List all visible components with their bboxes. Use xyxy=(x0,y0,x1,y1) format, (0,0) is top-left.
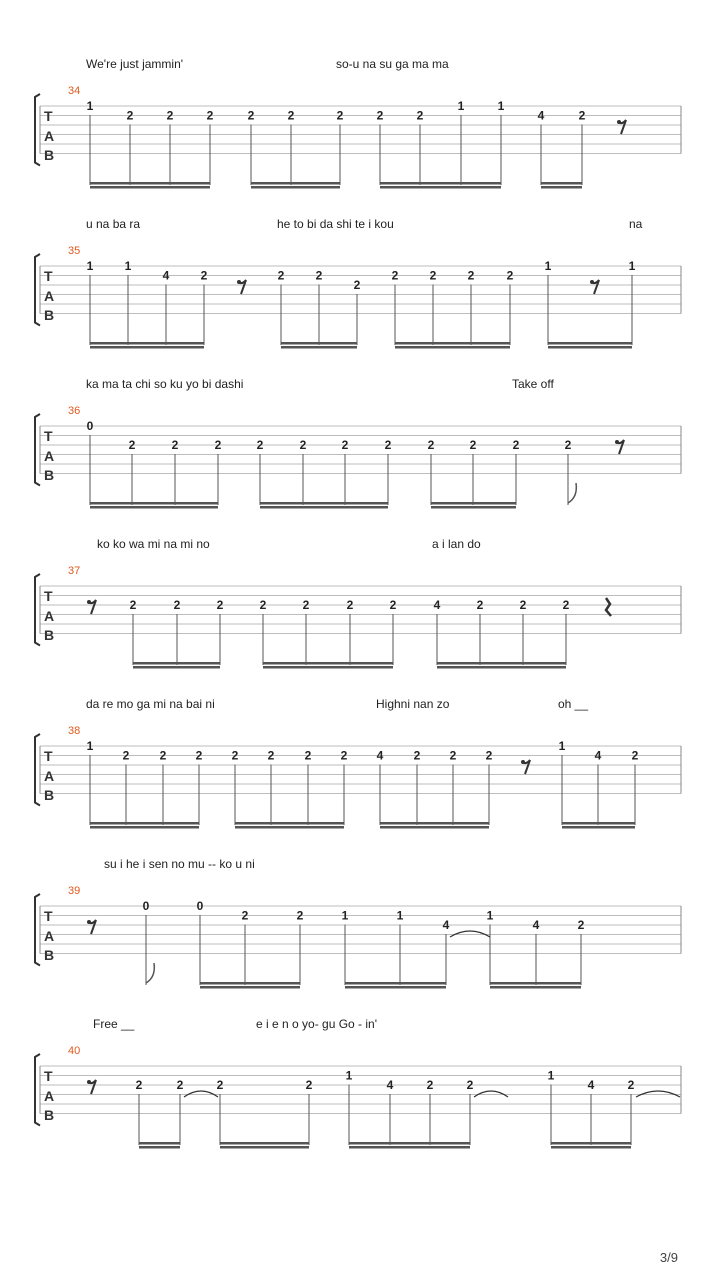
beam xyxy=(90,826,199,829)
tab-letter-b: B xyxy=(44,947,55,963)
measure-number: 40 xyxy=(68,1045,81,1057)
fret-number: 2 xyxy=(216,1078,224,1092)
fret-number: 2 xyxy=(467,268,475,283)
fret-number: 2 xyxy=(256,438,264,452)
tab-letter-b: B xyxy=(44,787,55,803)
beam xyxy=(139,1146,180,1149)
measure-number: 39 xyxy=(68,885,81,897)
beam xyxy=(263,666,393,669)
fret-number: 4 xyxy=(162,268,170,283)
lyric-35-c: na xyxy=(629,217,643,231)
fret-number: 4 xyxy=(594,748,602,763)
beam xyxy=(548,342,632,345)
beam xyxy=(251,186,340,189)
fret-number: 2 xyxy=(389,598,397,612)
beam xyxy=(395,346,510,349)
tab-letter-a: A xyxy=(44,928,55,944)
fret-number: 2 xyxy=(176,1078,184,1092)
fret-number: 2 xyxy=(171,438,179,452)
beam xyxy=(380,822,489,825)
fret-number: 4 xyxy=(376,748,384,763)
measure-number: 38 xyxy=(68,725,81,737)
beam xyxy=(490,986,581,989)
beam xyxy=(90,822,199,825)
beam xyxy=(490,982,581,985)
fret-number: 2 xyxy=(631,748,639,763)
fret-number: 2 xyxy=(195,748,203,763)
lyric-38-c: oh __ xyxy=(558,697,589,711)
tab-letter-a: A xyxy=(44,1088,55,1104)
fret-number: 1 xyxy=(341,908,349,923)
beam xyxy=(281,346,357,349)
beam xyxy=(380,186,501,189)
tab-letter-b: B xyxy=(44,147,55,163)
beam xyxy=(345,986,446,989)
fret-number: 4 xyxy=(532,918,540,932)
beam xyxy=(90,182,210,185)
fret-number: 2 xyxy=(476,598,484,612)
fret-number: 2 xyxy=(336,108,344,123)
fret-number: 0 xyxy=(86,419,94,433)
beam xyxy=(562,822,635,825)
beam xyxy=(345,982,446,985)
fret-number: 2 xyxy=(159,748,167,763)
fret-number: 2 xyxy=(506,268,514,283)
fret-number: 2 xyxy=(216,598,224,612)
beam xyxy=(235,822,344,825)
fret-number: 1 xyxy=(457,99,465,113)
tab-letter-t: T xyxy=(44,1068,53,1084)
fret-number: 2 xyxy=(391,268,399,283)
fret-number: 2 xyxy=(384,438,392,452)
fret-number: 0 xyxy=(196,899,204,913)
beam xyxy=(395,342,510,345)
measure-number: 34 xyxy=(68,85,81,97)
lyric-35-b: he to bi da shi te i kou xyxy=(277,217,394,231)
fret-number: 2 xyxy=(627,1078,635,1092)
fret-number: 2 xyxy=(426,1078,434,1092)
beam xyxy=(349,1142,470,1145)
fret-number: 4 xyxy=(537,108,545,123)
tab-letter-t: T xyxy=(44,108,53,124)
fret-number: 1 xyxy=(486,908,494,923)
note-flag xyxy=(146,963,154,983)
beam xyxy=(437,666,566,669)
fret-number: 2 xyxy=(485,748,493,763)
measure-number: 35 xyxy=(68,245,81,257)
beam xyxy=(133,666,220,669)
fret-number: 2 xyxy=(577,918,585,932)
system-bracket xyxy=(35,894,40,966)
beam xyxy=(431,502,516,505)
lyric-34-a: We're just jammin' xyxy=(86,57,184,71)
fret-number: 0 xyxy=(142,899,150,913)
beam xyxy=(220,1142,309,1145)
beam xyxy=(220,1146,309,1149)
beam xyxy=(200,986,300,989)
rest-dot xyxy=(521,760,525,764)
fret-number: 2 xyxy=(135,1078,143,1092)
rest-dot xyxy=(617,120,621,124)
fret-number: 2 xyxy=(241,908,249,923)
fret-number: 2 xyxy=(315,268,323,283)
fret-number: 2 xyxy=(129,598,137,612)
fret-number: 2 xyxy=(469,438,477,452)
fret-number: 2 xyxy=(346,598,354,612)
fret-number: 1 xyxy=(86,739,94,753)
lyric-38-b: Highni nan zo xyxy=(376,697,450,711)
measure-number: 37 xyxy=(68,565,81,577)
fret-number: 4 xyxy=(587,1078,595,1092)
tab-letter-t: T xyxy=(44,748,53,764)
fret-number: 2 xyxy=(562,598,570,612)
fret-number: 2 xyxy=(302,598,310,612)
fret-number: 1 xyxy=(547,1068,555,1083)
lyric-34-b: so-u na su ga ma ma xyxy=(336,57,449,71)
fret-number: 2 xyxy=(564,438,572,452)
fret-number: 4 xyxy=(386,1078,394,1092)
system-bracket xyxy=(35,414,40,486)
lyric-35-a: u na ba ra xyxy=(86,217,141,231)
rest-dot xyxy=(615,440,619,444)
beam xyxy=(90,342,204,345)
tab-letter-b: B xyxy=(44,307,55,323)
fret-number: 2 xyxy=(340,748,348,763)
beam xyxy=(90,506,218,509)
fret-number: 2 xyxy=(304,748,312,763)
fret-number: 2 xyxy=(376,108,384,123)
fret-number: 2 xyxy=(173,598,181,612)
beam xyxy=(260,506,388,509)
tab-letter-t: T xyxy=(44,588,53,604)
lyric-36-a: ka ma ta chi so ku yo bi dashi xyxy=(86,377,244,391)
fret-number: 2 xyxy=(231,748,239,763)
fret-number: 2 xyxy=(416,108,424,123)
fret-number: 2 xyxy=(305,1078,313,1092)
beam xyxy=(281,342,357,345)
fret-number: 2 xyxy=(259,598,267,612)
fret-number: 1 xyxy=(86,259,94,273)
tab-letter-a: A xyxy=(44,448,55,464)
fret-number: 2 xyxy=(429,268,437,283)
fret-number: 1 xyxy=(124,259,132,273)
rest-dot xyxy=(237,280,241,284)
tab-letter-b: B xyxy=(44,1107,55,1123)
beam xyxy=(380,826,489,829)
note-flag xyxy=(568,483,576,503)
fret-number: 4 xyxy=(442,918,450,932)
fret-number: 2 xyxy=(126,108,134,123)
tab-letter-t: T xyxy=(44,908,53,924)
fret-number: 2 xyxy=(341,438,349,452)
tab-letter-b: B xyxy=(44,627,55,643)
system-bracket xyxy=(35,254,40,326)
lyric-37-a: ko ko wa mi na mi no xyxy=(97,537,210,551)
beam xyxy=(541,186,582,189)
beam xyxy=(90,186,210,189)
fret-number: 1 xyxy=(86,99,94,113)
fret-number: 2 xyxy=(166,108,174,123)
fret-number: 1 xyxy=(345,1068,353,1083)
fret-number: 4 xyxy=(433,598,441,612)
fret-number: 2 xyxy=(287,108,295,123)
fret-number: 2 xyxy=(299,438,307,452)
fret-number: 1 xyxy=(558,739,566,753)
tab-letter-a: A xyxy=(44,128,55,144)
fret-number: 2 xyxy=(512,438,520,452)
system-bracket xyxy=(35,1054,40,1126)
fret-number: 2 xyxy=(206,108,214,123)
fret-number: 1 xyxy=(628,259,636,273)
tab-letter-a: A xyxy=(44,288,55,304)
beam xyxy=(263,662,393,665)
lyric-39-a: su i he i sen no mu -- ko u ni xyxy=(104,857,255,871)
fret-number: 2 xyxy=(214,438,222,452)
beam xyxy=(260,502,388,505)
fret-number: 1 xyxy=(497,99,505,113)
lyric-36-b: Take off xyxy=(512,377,554,391)
system-bracket xyxy=(35,734,40,806)
tab-letter-a: A xyxy=(44,608,55,624)
beam xyxy=(349,1146,470,1149)
fret-number: 2 xyxy=(247,108,255,123)
quarter-rest xyxy=(606,598,611,616)
beam xyxy=(548,346,632,349)
beam xyxy=(551,1142,631,1145)
fret-number: 2 xyxy=(277,268,285,283)
beam xyxy=(139,1142,180,1145)
lyric-40-b: e i e n o yo- gu Go - in' xyxy=(256,1017,378,1031)
system-bracket xyxy=(35,574,40,646)
beam xyxy=(133,662,220,665)
beam xyxy=(562,826,635,829)
fret-number: 2 xyxy=(427,438,435,452)
beam xyxy=(235,826,344,829)
fret-number: 2 xyxy=(267,748,275,763)
lyric-37-b: a i lan do xyxy=(432,537,481,551)
system-bracket xyxy=(35,94,40,166)
beam xyxy=(437,662,566,665)
beam xyxy=(200,982,300,985)
fret-number: 2 xyxy=(578,108,586,123)
fret-number: 2 xyxy=(413,748,421,763)
tab-letter-t: T xyxy=(44,428,53,444)
fret-number: 2 xyxy=(200,268,208,283)
fret-number: 2 xyxy=(296,908,304,923)
lyric-38-a: da re mo ga mi na bai ni xyxy=(86,697,215,711)
fret-number: 1 xyxy=(396,908,404,923)
page-number: 3/9 xyxy=(659,1250,678,1265)
beam xyxy=(551,1146,631,1149)
fret-number: 2 xyxy=(519,598,527,612)
fret-number: 2 xyxy=(449,748,457,763)
fret-number: 2 xyxy=(353,278,361,292)
fret-number: 2 xyxy=(466,1078,474,1092)
rest-dot xyxy=(87,1080,91,1084)
beam xyxy=(251,182,340,185)
fret-number: 2 xyxy=(128,438,136,452)
tab-letter-b: B xyxy=(44,467,55,483)
tab-letter-t: T xyxy=(44,268,53,284)
measure-number: 36 xyxy=(68,405,81,417)
rest-dot xyxy=(87,920,91,924)
beam xyxy=(90,346,204,349)
tab-letter-a: A xyxy=(44,768,55,784)
fret-number: 1 xyxy=(544,259,552,273)
beam xyxy=(541,182,582,185)
rest-dot xyxy=(87,600,91,604)
beam xyxy=(380,182,501,185)
rest-dot xyxy=(590,280,594,284)
beam xyxy=(431,506,516,509)
beam xyxy=(90,502,218,505)
lyric-40-a: Free __ xyxy=(93,1017,135,1031)
fret-number: 2 xyxy=(122,748,130,763)
